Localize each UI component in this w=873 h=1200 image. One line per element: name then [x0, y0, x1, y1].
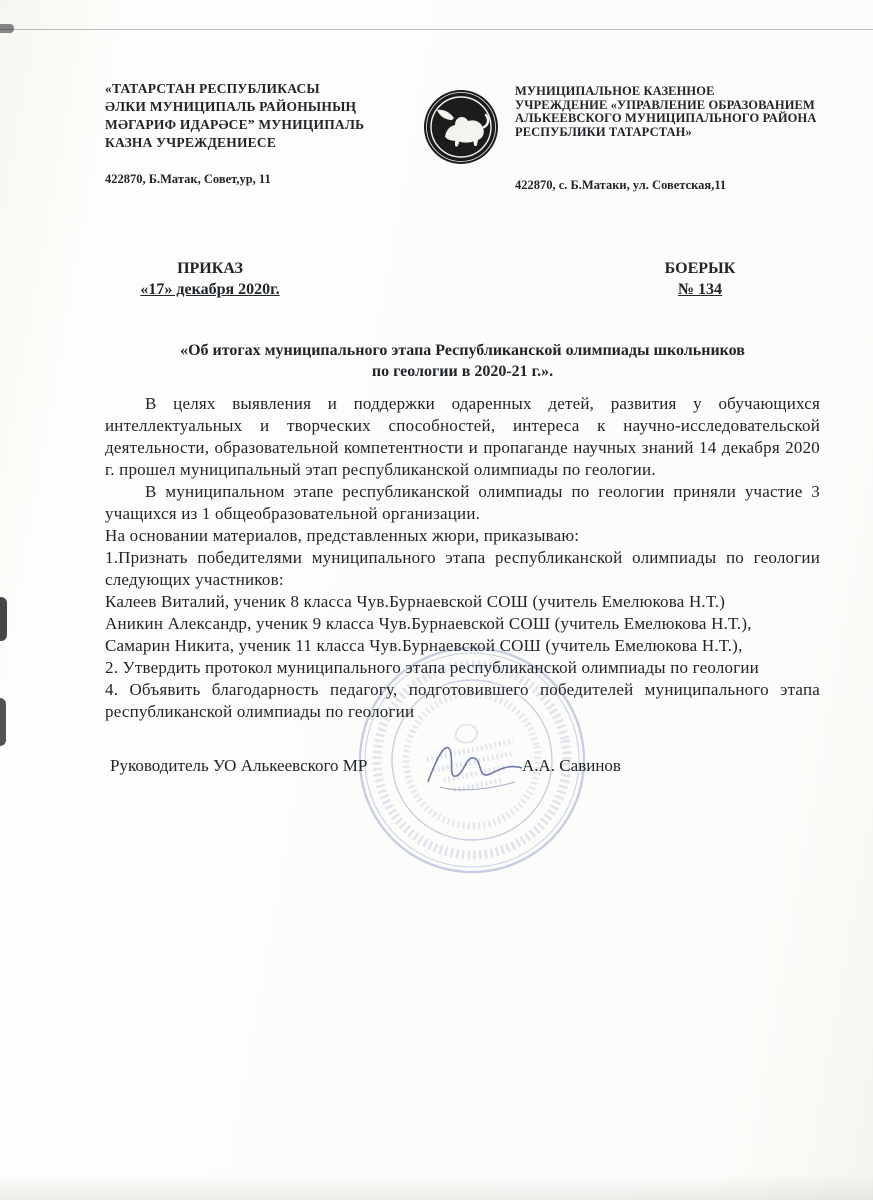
body-paragraph: В целях выявления и поддержки одаренных детей, развития у обучающихся интеллектуальных и творческих способностей, интереса к научно-исследовательской деятельности, образовательной компетентности и пропаганде научных знаний 14 декабря 2020 г. прошел муниципальный этап республиканской олимпиады по геологии. [105, 394, 820, 479]
letterhead-russian-address: 422870, с. Б.Матаки, ул. Советская,11 [515, 178, 727, 192]
order-head-tatar [600, 258, 800, 300]
body-paragraph: На основании материалов, представленных жюри, приказываю: [105, 526, 580, 545]
letterhead-tatar-line: КАЗНА УЧРЕЖДЕНИЕСЕ [105, 135, 277, 150]
signatory-title: Руководитель УО Алькеевского МР [110, 756, 368, 775]
letterhead-tatar-block [105, 80, 410, 152]
scan-artifact-bottom-shade [0, 1174, 873, 1200]
letterhead-tatar-line: ӘЛКИ МУНИЦИПАЛЬ РАЙОНЫНЫҢ [105, 99, 357, 114]
order-body [105, 393, 820, 723]
order-subject-line: по геологии в 2020-21 г.». [371, 363, 554, 380]
letterhead-tatar-address: 422870, Б.Матак, Совет,ур, 11 [105, 172, 271, 186]
scan-artifact-left-edge-1 [0, 597, 7, 641]
order-head-russian [110, 258, 310, 300]
tatarstan-emblem-graphic [422, 88, 500, 166]
letterhead-russian-line: РЕСПУБЛИКИ ТАТАРСТАН» [515, 124, 692, 139]
order-subject-line: «Об итогах муниципального этапа Республиканской олимпиады школьников [180, 342, 745, 359]
order-title-russian: ПРИКАЗ [177, 260, 243, 277]
order-subject [105, 340, 820, 382]
tatarstan-coat-of-arms-icon [422, 88, 500, 166]
body-paragraph: В муниципальном этапе республиканской олимпиады по геологии приняли участие 3 учащихся из 1 общеобразовательной организации. [105, 482, 820, 523]
letterhead-russian-line: АЛЬКЕЕВСКОГО МУНИЦИПАЛЬНОГО РАЙОНА [515, 111, 817, 125]
winner-line: Самарин Никита, ученик 11 класса Чув.Бурнаевской СОШ (учитель Емелюкова Н.Т.), [105, 636, 743, 655]
body-paragraph: 4. Объявить благодарность педагогу, подготовившего победителей муниципального этапа республиканской олимпиады по геологии [105, 680, 820, 721]
letterhead-russian-line: УЧРЕЖДЕНИЕ «УПРАВЛЕНИЕ ОБРАЗОВАНИЕМ [515, 97, 815, 112]
handwritten-signature [420, 734, 530, 804]
scan-artifact-corner-mark [0, 24, 14, 33]
signature-graphic [420, 734, 530, 804]
signatory-name: А.А. Савинов [522, 756, 621, 775]
body-paragraph: 1.Признать победителями муниципального этапа республиканской олимпиады по геологии следующих участников: [105, 548, 820, 589]
order-date: «17» декабря 2020г. [140, 281, 280, 298]
letterhead-russian-block [515, 85, 850, 139]
scan-artifact-top-line [0, 29, 873, 30]
winner-line: Аникин Александр, ученик 9 класса Чув.Бурнаевской СОШ (учитель Емелюкова Н.Т.), [105, 614, 752, 633]
scan-artifact-left-edge-2 [0, 698, 6, 746]
order-number: № 134 [677, 281, 723, 298]
letterhead-tatar-line: «ТАТАРСТАН РЕСПУБЛИКАСЫ [105, 81, 320, 96]
letterhead-tatar-line: МӘГАРИФ ИДАРӘСЕ” МУНИЦИПАЛЬ [105, 117, 365, 132]
body-paragraph: 2. Утвердить протокол муниципального этапа республиканской олимпиады по геологии [105, 658, 759, 677]
order-title-tatar: БОЕРЫК [664, 260, 736, 277]
letterhead-russian-line: МУНИЦИПАЛЬНОЕ КАЗЕННОЕ [515, 84, 715, 98]
winner-line: Калеев Виталий, ученик 8 класса Чув.Бурнаевской СОШ (учитель Емелюкова Н.Т.) [105, 592, 726, 611]
